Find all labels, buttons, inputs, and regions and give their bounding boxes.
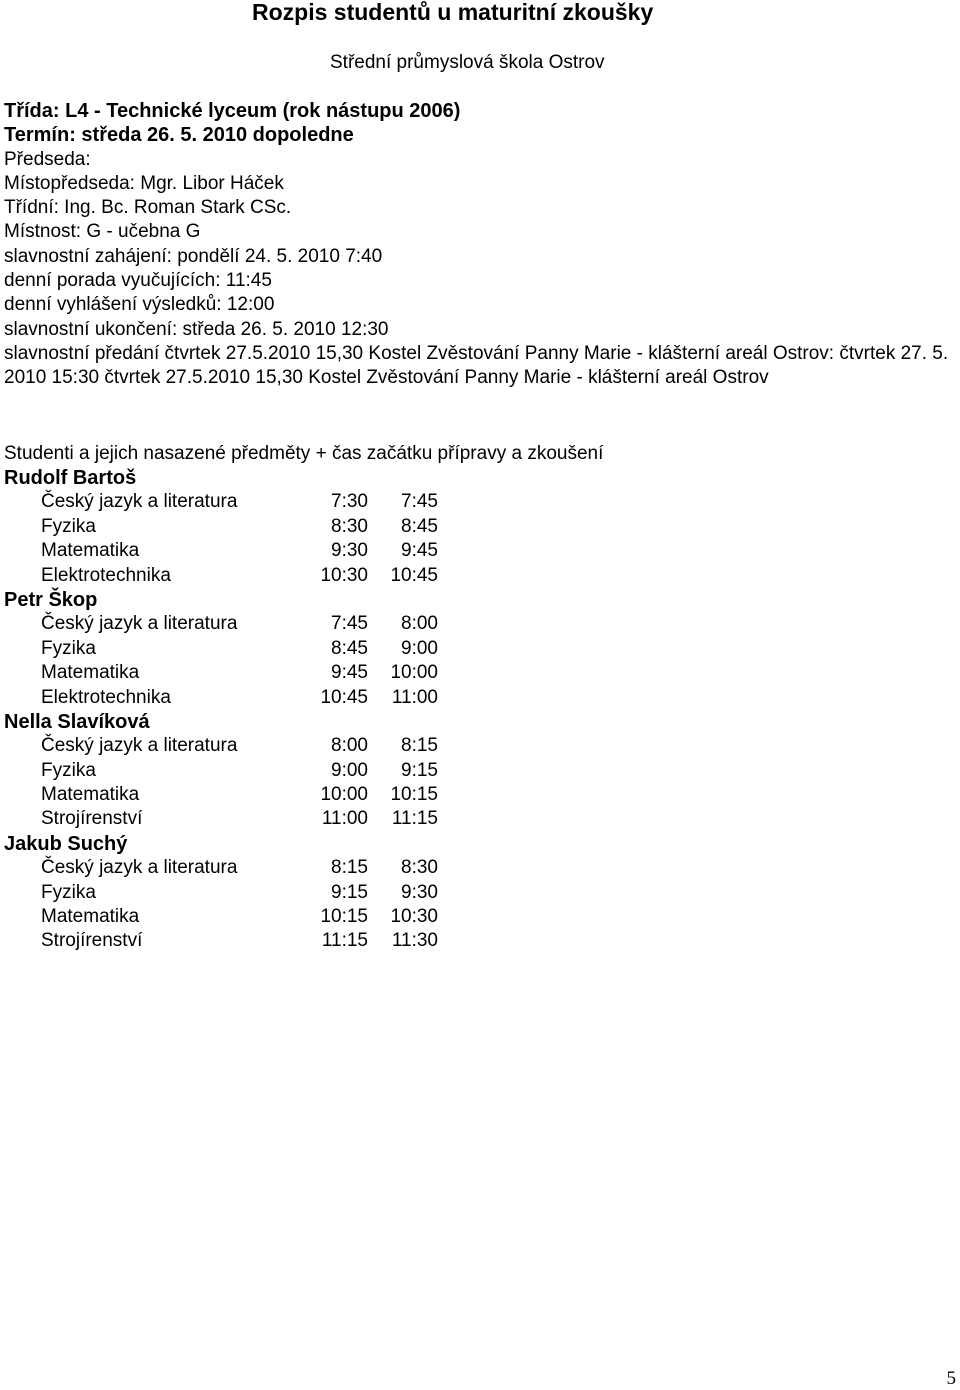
subject-row <box>4 686 564 710</box>
subject-name: Matematika <box>41 784 140 806</box>
subject-row <box>4 734 564 758</box>
subject-row <box>4 515 564 539</box>
results-line: denní vyhlášení výsledků: 12:00 <box>4 294 275 316</box>
exam-time: 11:15 <box>391 808 438 830</box>
subject-name: Fyzika <box>41 515 96 537</box>
subject-name: Strojírenství <box>41 808 143 830</box>
prep-time: 9:15 <box>331 881 368 903</box>
student-name: Nella Slavíková <box>4 710 150 733</box>
subject-row <box>4 539 564 563</box>
exam-time: 9:15 <box>401 759 438 781</box>
student-name: Petr Škop <box>4 588 98 611</box>
chair-line: Předseda: <box>4 148 91 170</box>
subject-name: Elektrotechnika <box>41 686 171 708</box>
student-name: Jakub Suchý <box>4 832 128 855</box>
class-line: Třída: L4 - Technické lyceum (rok nástupu 2006) <box>4 100 461 122</box>
subject-row <box>4 783 564 807</box>
prep-time: 10:45 <box>320 686 368 708</box>
subject-name: Fyzika <box>41 759 96 781</box>
subject-row <box>4 661 564 685</box>
vice-chair-line: Místopředseda: Mgr. Libor Háček <box>4 172 284 194</box>
handover-line: slavnostní předání čtvrtek 27.5.2010 15,30 Kostel Zvěstování Panny Marie - klášterní areál Ostrov: čtvrtek 27. 5. 2010 15:30 čtvrtek 27.5.2010 15,30 Kostel Zvěstování Panny Marie - klášterní areál Ostrov <box>4 342 949 389</box>
prep-time: 9:00 <box>331 759 368 781</box>
subject-row <box>4 637 564 661</box>
students-list <box>4 466 564 954</box>
prep-time: 7:30 <box>331 491 368 513</box>
exam-time: 10:00 <box>390 662 438 684</box>
exam-time: 8:45 <box>401 515 438 537</box>
school-name: Střední průmyslová škola Ostrov <box>330 52 605 73</box>
exam-time: 9:00 <box>401 637 438 659</box>
term-line: Termín: středa 26. 5. 2010 dopoledne <box>4 124 354 147</box>
exam-time: 11:30 <box>391 930 438 952</box>
subject-name: Matematika <box>41 540 140 562</box>
prep-time: 8:45 <box>331 637 368 659</box>
exam-time: 10:15 <box>390 784 438 806</box>
subject-name: Strojírenství <box>41 930 143 952</box>
prep-time: 9:30 <box>331 540 368 562</box>
exam-time: 9:45 <box>401 540 438 562</box>
subject-row <box>4 929 564 953</box>
document-title: Rozpis studentů u maturitní zkoušky <box>252 0 654 25</box>
exam-time: 7:45 <box>401 491 438 513</box>
subject-name: Matematika <box>41 662 140 684</box>
exam-info-block <box>4 99 956 391</box>
subject-row <box>4 881 564 905</box>
exam-time: 8:15 <box>401 735 438 757</box>
prep-time: 11:00 <box>321 808 368 830</box>
subject-name: Fyzika <box>41 637 96 659</box>
subject-row <box>4 564 564 588</box>
class-teacher-line: Třídní: Ing. Bc. Roman Stark CSc. <box>4 197 292 219</box>
subject-name: Český jazyk a literatura <box>41 857 238 879</box>
closing-line: slavnostní ukončení: středa 26. 5. 2010 12:30 <box>4 318 389 340</box>
exam-time: 10:45 <box>390 564 438 586</box>
exam-time: 10:30 <box>390 906 438 928</box>
subject-row <box>4 905 564 929</box>
prep-time: 9:45 <box>331 662 368 684</box>
exam-time: 8:00 <box>401 613 438 635</box>
subject-row <box>4 856 564 880</box>
prep-time: 10:00 <box>320 784 368 806</box>
prep-time: 8:15 <box>331 857 368 879</box>
subject-row <box>4 612 564 636</box>
student-name: Rudolf Bartoš <box>4 467 137 489</box>
prep-time: 7:45 <box>331 613 368 635</box>
exam-time: 8:30 <box>401 857 438 879</box>
prep-time: 8:00 <box>331 735 368 757</box>
prep-time: 8:30 <box>331 515 368 537</box>
subject-name: Český jazyk a literatura <box>41 613 238 635</box>
subject-name: Matematika <box>41 906 140 928</box>
subject-name: Český jazyk a literatura <box>41 735 238 757</box>
subject-row <box>4 490 564 514</box>
prep-time: 10:30 <box>320 564 368 586</box>
exam-time: 9:30 <box>401 881 438 903</box>
subject-name: Fyzika <box>41 881 96 903</box>
students-intro: Studenti a jejich nasazené předměty + čas začátku přípravy a zkoušení <box>4 443 604 464</box>
exam-time: 11:00 <box>391 686 438 708</box>
subject-name: Elektrotechnika <box>41 564 171 586</box>
prep-time: 11:15 <box>321 930 368 952</box>
meeting-line: denní porada vyučujících: 11:45 <box>4 270 272 292</box>
page-number: 5 <box>946 1368 956 1389</box>
subject-row <box>4 759 564 783</box>
prep-time: 10:15 <box>320 906 368 928</box>
subject-row <box>4 807 564 831</box>
opening-line: slavnostní zahájení: pondělí 24. 5. 2010 7:40 <box>4 245 383 267</box>
room-line: Místnost: G - učebna G <box>4 221 201 243</box>
subject-name: Český jazyk a literatura <box>41 491 238 513</box>
